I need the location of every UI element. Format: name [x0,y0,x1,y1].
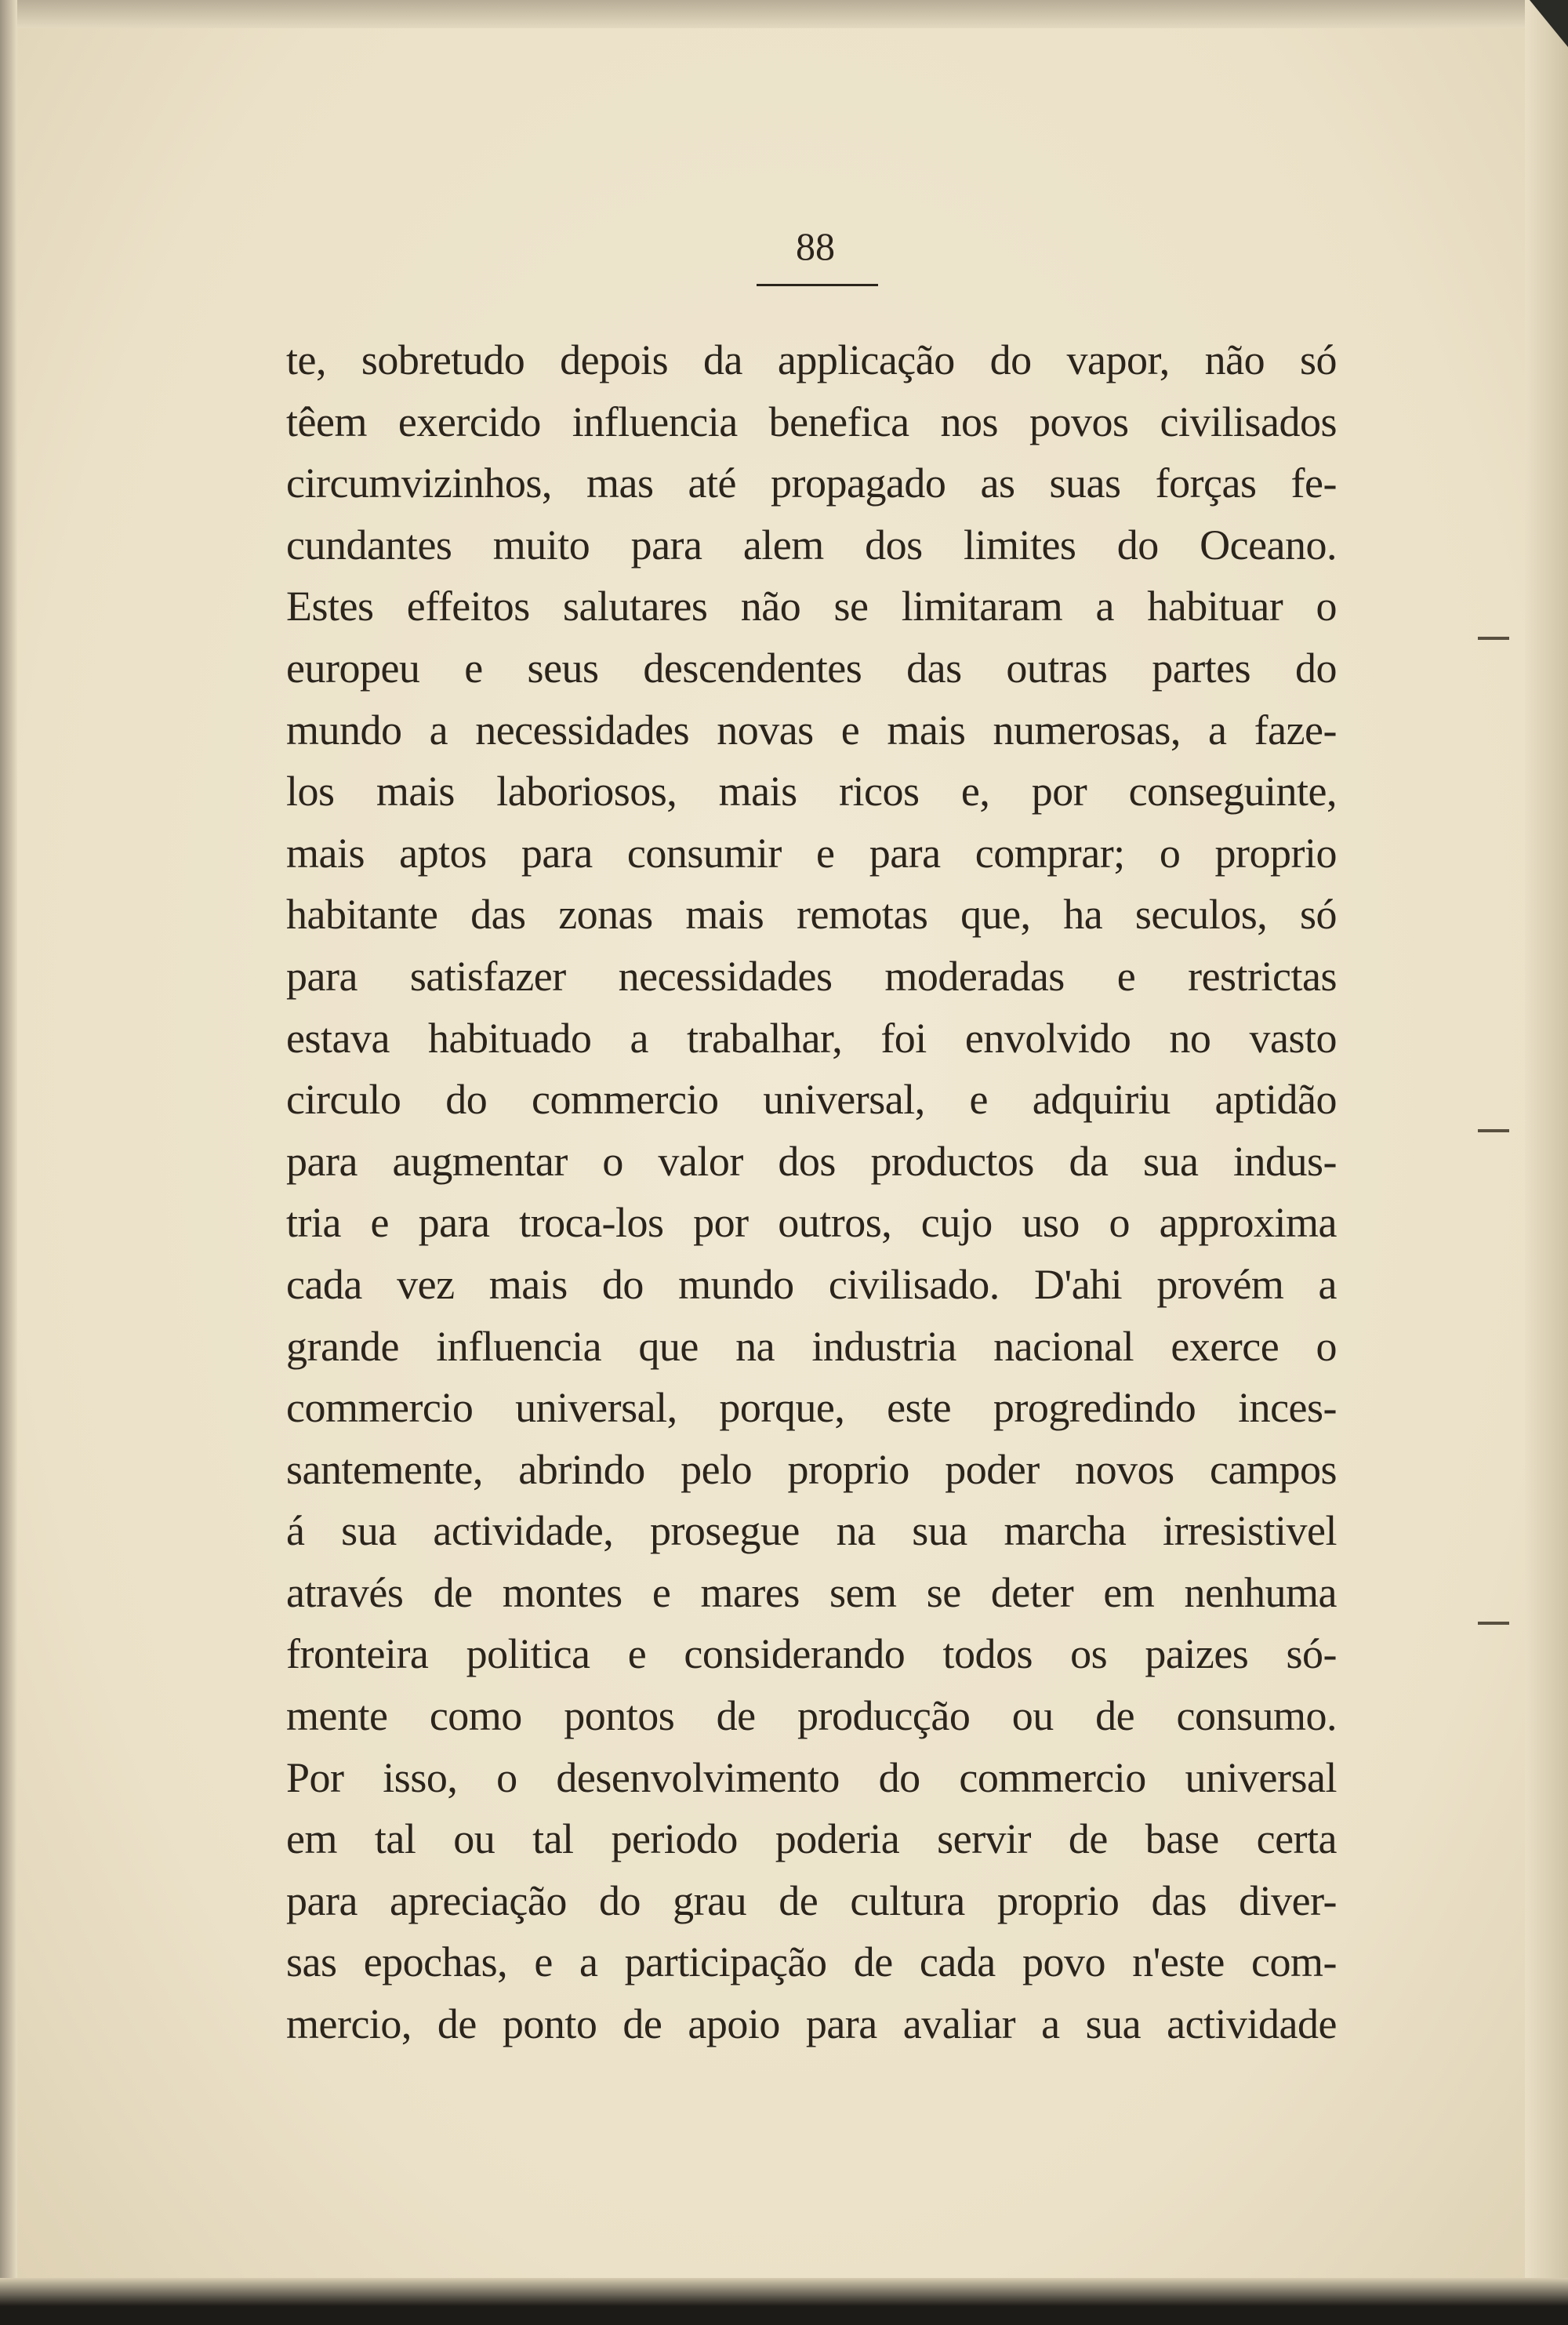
text-line: santemente, abrindo pelo proprio poder novos campos [286,1445,1337,1493]
text-line: tria e para troca-los por outros, cujo uso o approxima [286,1199,1337,1247]
text-line: mente como pontos de producção ou de consumo. [286,1692,1337,1740]
text-line: mundo a necessidades novas e mais numerosas, a faze- [286,706,1337,754]
text-line: em tal ou tal periodo poderia servir de base certa [286,1815,1337,1863]
text-line: te, sobretudo depois da applicação do vapor, não só [286,336,1337,383]
text-line: circumvizinhos, mas até propagado as suas forças fe- [286,460,1337,507]
page-right-edge [1525,0,1568,2325]
page-bottom-edge [0,2278,1568,2325]
text-line: sas epochas, e a participação de cada povo n'este com- [286,1938,1337,1986]
text-line: através de montes e mares sem se deter em nenhuma [286,1568,1337,1616]
text-line: cada vez mais do mundo civilisado. D'ahi provém a [286,1260,1337,1308]
text-line: Estes effeitos salutares não se limitaram a habituar o [286,583,1337,630]
text-line: los mais laboriosos, mais ricos e, por conseguinte, [286,768,1337,816]
page-left-edge [0,0,17,2325]
text-line: á sua actividade, prosegue na sua marcha irresistivel [286,1507,1337,1555]
margin-mark [1478,1622,1509,1625]
text-line: grande influencia que na industria nacional exerce o [286,1322,1337,1370]
text-line: têem exercido influencia benefica nos povos civilisados [286,398,1337,445]
text-line: fronteira politica e considerando todos os paizes só- [286,1630,1337,1678]
margin-mark [1478,1129,1509,1132]
text-line: circulo do commercio universal, e adquiriu aptidão [286,1076,1337,1124]
text-line: para satisfazer necessidades moderadas e restrictas [286,952,1337,1000]
text-line: europeu e seus descendentes das outras partes do [286,644,1337,692]
text-line: mais aptos para consumir e para comprar; o proprio [286,829,1337,877]
text-line: cundantes muito para alem dos limites do Oceano. [286,521,1337,569]
page-number: 88 [796,224,835,268]
text-line: mercio, de ponto de apoio para avaliar a sua actividade [286,2000,1337,2048]
text-line: estava habituado a trabalhar, foi envolvido no vasto [286,1014,1337,1062]
page-number-rule [757,284,878,286]
margin-mark [1478,637,1509,640]
text-line: para augmentar o valor dos productos da sua indus- [286,1137,1337,1185]
text-line: habitante das zonas mais remotas que, ha seculos, só [286,891,1337,939]
page-top-edge [0,0,1568,28]
body-text [286,329,1337,2055]
text-line: commercio universal, porque, este progredindo inces- [286,1384,1337,1432]
text-line: para apreciação do grau de cultura proprio das diver- [286,1876,1337,1924]
text-line: Por isso, o desenvolvimento do commercio universal [286,1753,1337,1801]
